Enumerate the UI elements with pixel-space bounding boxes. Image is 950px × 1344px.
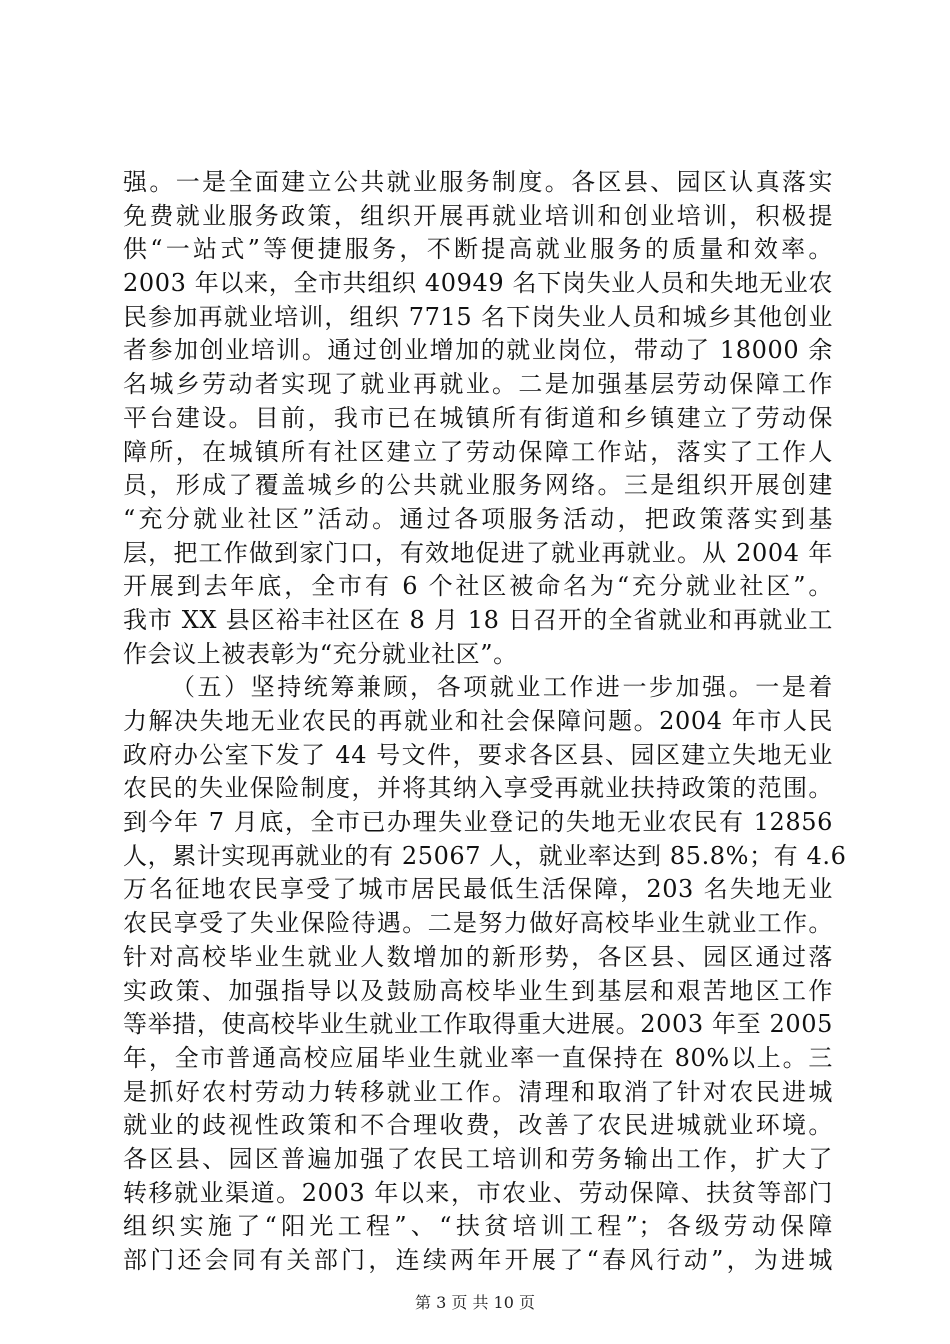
text-line-18: 政府办公室下发了 44 号文件，要求各区县、园区建立失地无业 <box>123 740 833 769</box>
text-line-13: 开展到去年底，全市有 6 个社区被命名为“充分就业社区”。 <box>123 572 833 601</box>
text-line-7: 名城乡劳动者实现了就业再就业。二是加强基层劳动保障工作 <box>123 370 833 399</box>
text-line-29: 就业的歧视性政策和不合理收费，改善了农民进城就业环境。 <box>123 1111 833 1140</box>
text-line-9: 障所，在城镇所有社区建立了劳动保障工作站，落实了工作人 <box>123 437 833 466</box>
text-line-16: （五）坚持统筹兼顾，各项就业工作进一步加强。一是着 <box>171 673 833 702</box>
text-line-27: 年，全市普通高校应届毕业生就业率一直保持在 80%以上。三 <box>123 1043 833 1072</box>
text-line-25: 实政策、加强指导以及鼓励高校毕业生到基层和艰苦地区工作 <box>123 976 833 1005</box>
text-line-17: 力解决失地无业农民的再就业和社会保障问题。2004 年市人民 <box>123 707 833 735</box>
text-line-33: 部门还会同有关部门，连续两年开展了“春风行动”，为进城 <box>123 1246 833 1274</box>
text-line-22: 万名征地农民享受了城市居民最低生活保障，203 名失地无业 <box>123 875 833 904</box>
text-line-11: “充分就业社区”活动。通过各项服务活动，把政策落实到基 <box>123 504 833 533</box>
text-line-21: 人，累计实现再就业的有 25067 人，就业率达到 85.8%；有 4.6 <box>123 841 847 870</box>
text-line-32: 组织实施了“阳光工程”、“扶贫培训工程”；各级劳动保障 <box>123 1212 833 1241</box>
text-line-4: 2003 年以来，全市共组织 40949 名下岗失业人员和失地无业农 <box>123 269 833 298</box>
text-line-1: 强。一是全面建立公共就业服务制度。各区县、园区认真落实 <box>123 168 833 196</box>
body-text <box>123 166 847 1278</box>
text-line-23: 农民享受了失业保险待遇。二是努力做好高校毕业生就业工作。 <box>123 909 833 938</box>
text-line-24: 针对高校毕业生就业人数增加的新形势，各区县、园区通过落 <box>123 942 833 971</box>
text-line-14: 我市 XX 县区裕丰社区在 8 月 18 日召开的全省就业和再就业工 <box>123 605 833 634</box>
text-line-31: 转移就业渠道。2003 年以来，市农业、劳动保障、扶贫等部门 <box>123 1178 833 1207</box>
text-line-6: 者参加创业培训。通过创业增加的就业岗位，带动了 18000 余 <box>123 336 833 365</box>
text-line-2: 免费就业服务政策，组织开展再就业培训和创业培训，积极提 <box>123 201 833 230</box>
text-line-5: 民参加再就业培训，组织 7715 名下岗失业人员和城乡其他创业 <box>123 302 833 331</box>
text-line-19: 农民的失业保险制度，并将其纳入享受再就业扶持政策的范围。 <box>123 774 833 803</box>
text-line-20: 到今年 7 月底，全市已办理失业登记的失地无业农民有 12856 <box>123 808 833 837</box>
text-line-30: 各区县、园区普遍加强了农民工培训和劳务输出工作，扩大了 <box>123 1144 833 1173</box>
text-line-12: 层，把工作做到家门口，有效地促进了就业再就业。从 2004 年 <box>123 538 833 567</box>
text-line-3: 供“一站式”等便捷服务，不断提高就业服务的质量和效率。 <box>123 235 833 264</box>
text-line-15: 作会议上被表彰为“充分就业社区”。 <box>123 639 518 668</box>
text-line-28: 是抓好农村劳动力转移就业工作。清理和取消了针对农民进城 <box>123 1077 833 1106</box>
page-footer: 第 3 页 共 10 页 <box>415 1293 535 1312</box>
text-line-26: 等举措，使高校毕业生就业工作取得重大进展。2003 年至 2005 <box>123 1010 833 1039</box>
text-line-10: 员，形成了覆盖城乡的公共就业服务网络。三是组织开展创建 <box>123 471 833 500</box>
text-line-8: 平台建设。目前，我市已在城镇所有街道和乡镇建立了劳动保 <box>123 403 833 432</box>
